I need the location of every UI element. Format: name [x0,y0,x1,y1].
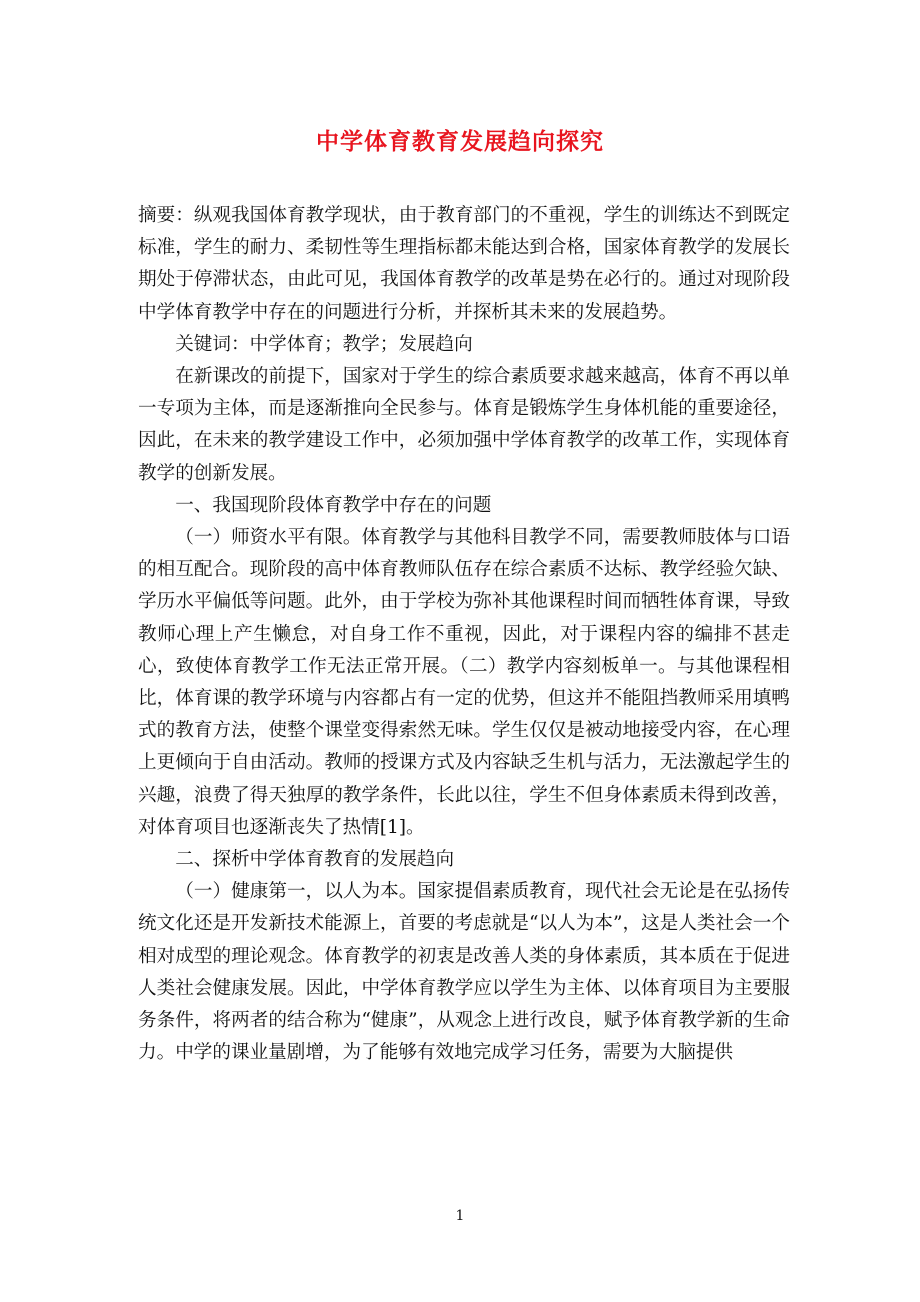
abstract-paragraph: 摘要：纵观我国体育教学现状，由于教育部门的不重视，学生的训练达不到既定标准，学生的耐力、柔韧性等生理指标都未能达到合格，国家体育教学的发展长期处于停滞状态，由此可见，我国体育教学的改革是势在必行的。通过对现阶段中学体育教学中存在的问题进行分析，并探析其未来的发展趋势。 [138,205,790,323]
document-title: 中学体育教育发展趋向探究 [316,128,604,155]
problems-paragraph: （一）师资水平有限。体育教学与其他科目教学不同，需要教师肢体与口语的相互配合。现阶段的高中体育教师队伍存在综合素质不达标、教学经验欠缺、学历水平偏低等问题。此外，由于学校为弥补其他课程时间而牺牲体育课，导致教师心理上产生懒怠，对自身工作不重视，因此，对于课程内容的编排不甚走心，致使体育教学工作无法正常开展。（二）教学内容刻板单一。与其他课程相比，体育课的教学环境与内容都占有一定的优势，但这并不能阻挡教师采用填鸭式的教育方法，使整个课堂变得索然无味。学生仅仅是被动地接受内容，在心理上更倾向于自由活动。教师的授课方式及内容缺乏生机与活力，无法激起学生的兴趣，浪费了得天独厚的教学条件，长此以往，学生不但身体素质未得到改善，对体育项目也逐渐丧失了热情[1]。 [138,527,790,838]
section-heading-problems: 一、我国现阶段体育教学中存在的问题 [175,494,492,516]
document-body [138,200,790,1069]
intro-paragraph: 在新课改的前提下，国家对于学生的综合素质要求越来越高，体育不再以单一专项为主体，而是逐渐推向全民参与。体育是锻炼学生身体机能的重要途径，因此，在未来的教学建设工作中，必须加强中学体育教学的改革工作，实现体育教学的创新发展。 [138,366,790,484]
page-number: 1 [455,1208,465,1224]
section-heading-trends: 二、探析中学体育教育的发展趋向 [175,849,455,871]
trends-paragraph: （一）健康第一，以人为本。国家提倡素质教育，现代社会无论是在弘扬传统文化还是开发新技术能源上，首要的考虑就是“以人为本”，这是人类社会一个相对成型的理论观念。体育教学的初衷是改善人类的身体素质，其本质在于促进人类社会健康发展。因此，中学体育教学应以学生为主体、以体育项目为主要服务条件，将两者的结合称为“健康”，从观念上进行改良，赋予体育教学新的生命力。中学的课业量剧增，为了能够有效地完成学习任务，需要为大脑提供 [138,881,790,1064]
keywords-line: 关键词：中学体育；教学；发展趋向 [175,333,473,355]
